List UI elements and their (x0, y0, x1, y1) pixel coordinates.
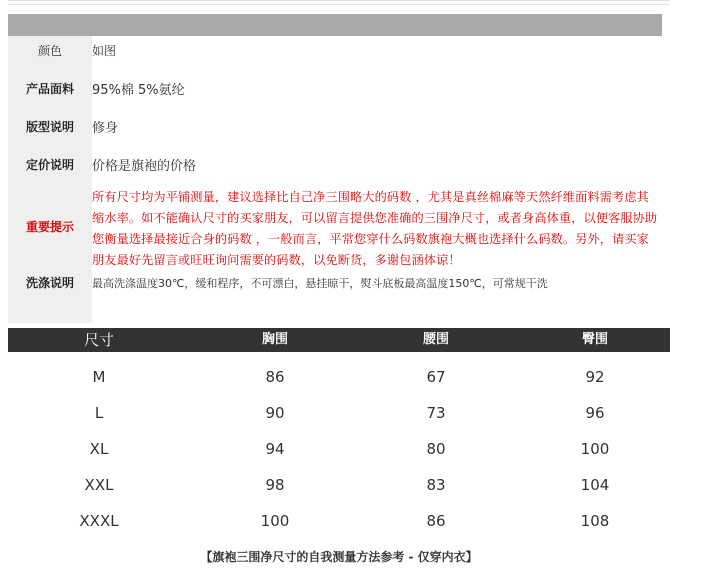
bust-column-header: 胸围 (261, 332, 289, 347)
size-cell: L (94, 404, 104, 422)
color-label: 颜色 (37, 44, 62, 58)
hip-cell: 108 (580, 512, 610, 530)
washing-label: 洗涤说明 (25, 276, 74, 290)
bust-cell: 90 (265, 404, 285, 422)
waist-column-header: 腰围 (422, 332, 450, 347)
waist-cell: 80 (426, 440, 446, 458)
fit-label: 版型说明 (25, 120, 74, 134)
size-table-header (8, 328, 670, 352)
bust-cell: 98 (265, 476, 285, 494)
waist-cell: 67 (426, 368, 446, 386)
waist-cell: 73 (426, 404, 446, 422)
product-info-panel (8, 36, 662, 323)
washing-value: 最高洗涤温度30℃，缓和程序，不可漂白，悬挂晾干，熨斗底板最高温度150℃，可常规干洗 (92, 277, 548, 290)
table-row (8, 359, 670, 395)
bust-cell: 94 (265, 440, 285, 458)
table-row (8, 467, 670, 503)
section-header-bar (8, 14, 662, 36)
top-divider (8, 0, 670, 5)
measurement-guide-caption: 【旗袍三围净尺寸的自我测量方法参考 - 仅穿内衣】 (200, 550, 478, 564)
important-notice-label: 重要提示 (25, 220, 74, 234)
table-row (8, 395, 670, 431)
size-column-header: 尺寸 (83, 331, 115, 349)
fit-value: 修身 (92, 121, 119, 136)
pricing-label: 定价说明 (25, 158, 74, 172)
waist-cell: 83 (426, 476, 446, 494)
waist-cell: 86 (426, 512, 446, 530)
fabric-value: 95%棉 5%氨纶 (92, 83, 185, 98)
color-value: 如图 (92, 44, 117, 58)
bust-cell: 100 (260, 512, 290, 530)
size-cell: XL (89, 440, 109, 458)
fabric-label: 产品面料 (25, 82, 74, 96)
size-cell: M (92, 368, 106, 386)
hip-cell: 92 (585, 368, 605, 386)
hip-column-header: 臀围 (581, 332, 609, 347)
bust-cell: 86 (265, 368, 285, 386)
hip-cell: 104 (580, 476, 610, 494)
hip-cell: 100 (580, 440, 610, 458)
important-notice-text: 所有尺寸均为平铺测量，建议选择比自己净三围略大的码数 ，尤其是真丝棉麻等天然纤维面料需考虑其缩水率。如不能确认尺寸的买家朋友，可以留言提供您准确的三围净尺寸，或者身高体重，以便客服协助您衡量选择最接近合身的码数 ，一般而言，平常您穿什么码数旗袍大概也选择什么码数。另外，请买家朋友最好先留言或旺旺询问需要的码数，以免断货，多谢包涵体谅！ (92, 190, 658, 267)
size-cell: XXXL (79, 512, 119, 530)
size-cell: XXL (84, 476, 114, 494)
pricing-value: 价格是旗袍的价格 (92, 159, 197, 174)
table-row (8, 431, 670, 467)
hip-cell: 96 (585, 404, 605, 422)
table-row (8, 503, 670, 539)
